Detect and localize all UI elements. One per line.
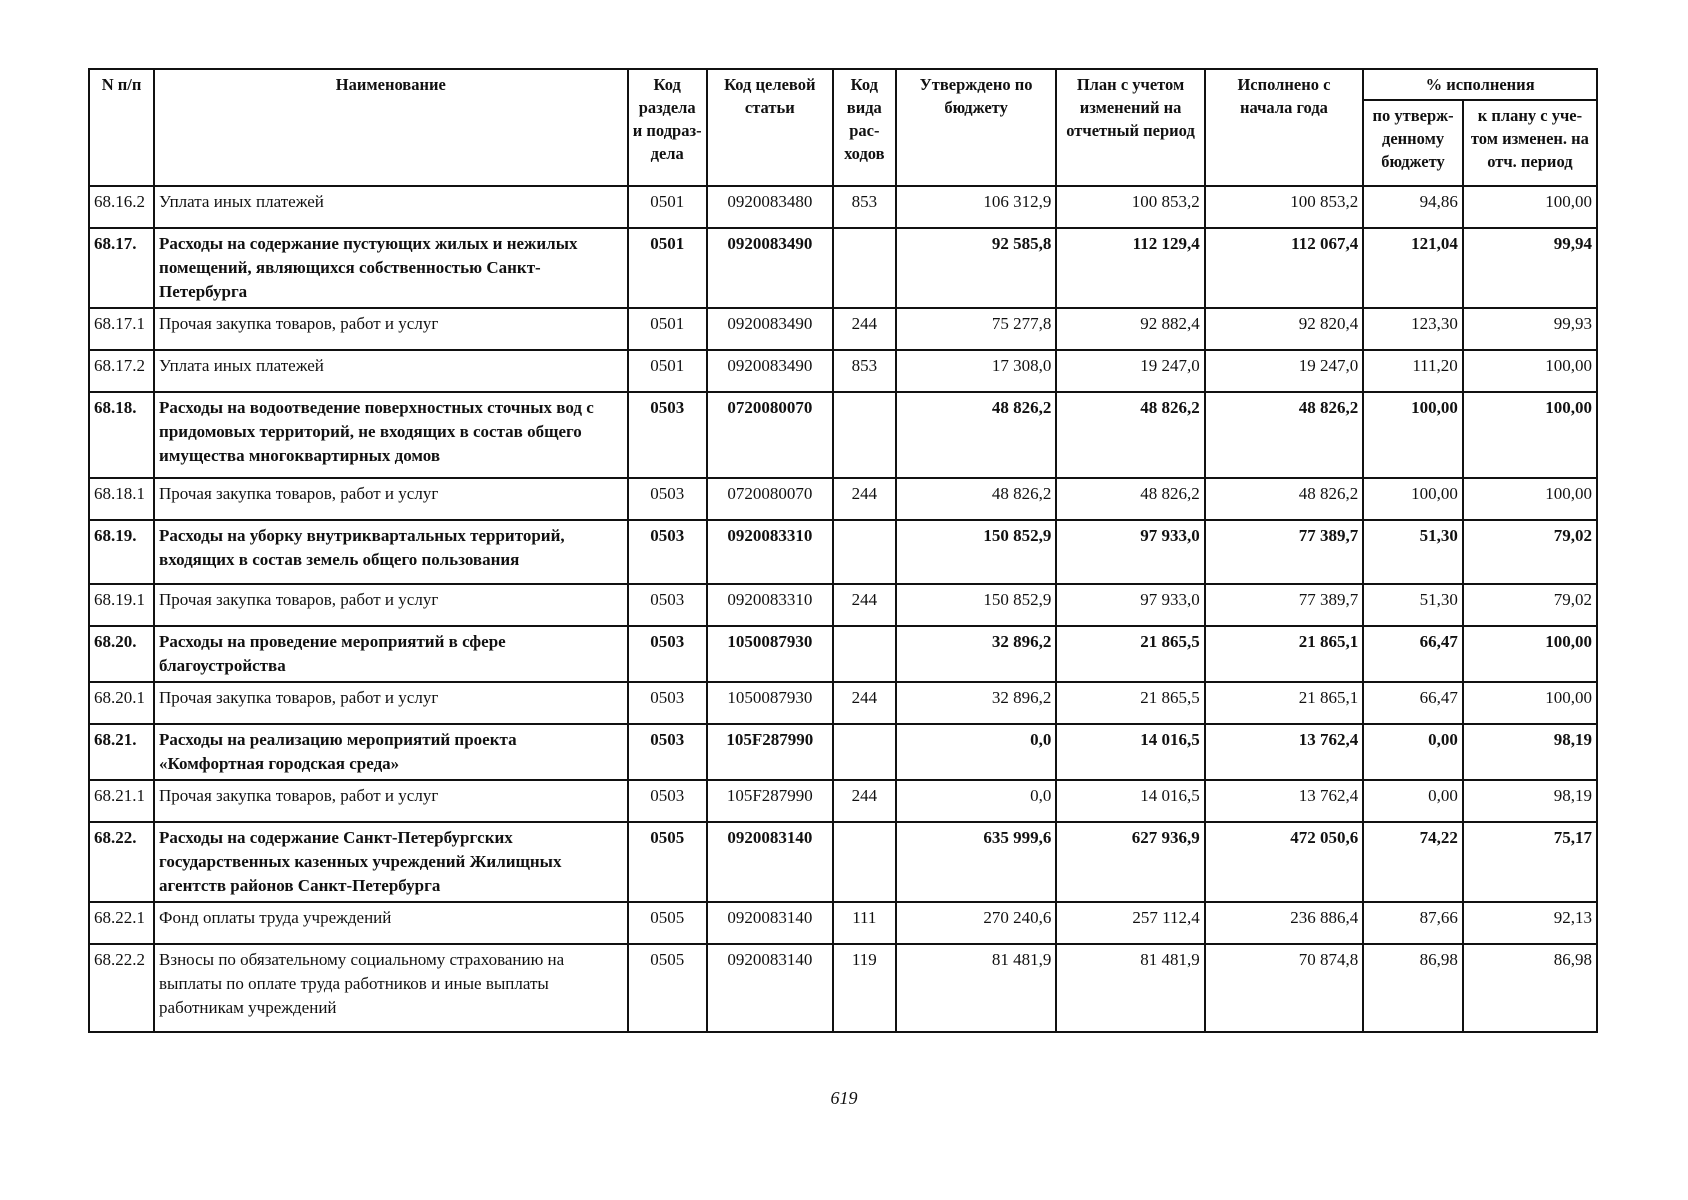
cell-pct-budget: 51,30	[1363, 520, 1463, 584]
cell-pct-plan: 100,00	[1463, 392, 1597, 478]
cell-pct-budget: 100,00	[1363, 392, 1463, 478]
cell-section-code: 0505	[628, 944, 707, 1032]
cell-section-code: 0503	[628, 780, 707, 822]
cell-target-code: 105F287990	[707, 724, 833, 780]
cell-target-code: 0720080070	[707, 392, 833, 478]
cell-pct-plan: 75,17	[1463, 822, 1597, 902]
cell-pct-budget: 74,22	[1363, 822, 1463, 902]
cell-expense-type: 853	[833, 350, 896, 392]
cell-approved: 150 852,9	[896, 584, 1057, 626]
table-row	[89, 308, 1597, 350]
cell-plan: 257 112,4	[1056, 902, 1204, 944]
cell-expense-type	[833, 228, 896, 308]
cell-target-code: 0920083480	[707, 186, 833, 228]
cell-plan: 48 826,2	[1056, 478, 1204, 520]
cell-name: Прочая закупка товаров, работ и услуг	[154, 478, 628, 520]
cell-section-code: 0503	[628, 584, 707, 626]
cell-number: 68.17.2	[89, 350, 154, 392]
cell-approved: 92 585,8	[896, 228, 1057, 308]
cell-number: 68.22.	[89, 822, 154, 902]
cell-pct-plan: 92,13	[1463, 902, 1597, 944]
header-pct-plan: к плану с уче-том изменен. на отч. период	[1463, 100, 1597, 186]
cell-number: 68.20.	[89, 626, 154, 682]
cell-number: 68.18.	[89, 392, 154, 478]
cell-section-code: 0501	[628, 308, 707, 350]
cell-pct-plan: 86,98	[1463, 944, 1597, 1032]
header-pct-budget: по утверж-денному бюджету	[1363, 100, 1463, 186]
cell-plan: 627 936,9	[1056, 822, 1204, 902]
cell-approved: 81 481,9	[896, 944, 1057, 1032]
cell-name: Прочая закупка товаров, работ и услуг	[154, 682, 628, 724]
cell-pct-plan: 99,94	[1463, 228, 1597, 308]
cell-pct-plan: 79,02	[1463, 584, 1597, 626]
cell-name: Уплата иных платежей	[154, 350, 628, 392]
header-approved: Утверждено по бюджету	[896, 69, 1057, 186]
cell-number: 68.16.2	[89, 186, 154, 228]
table-row	[89, 724, 1597, 780]
cell-executed: 70 874,8	[1205, 944, 1364, 1032]
cell-pct-plan: 100,00	[1463, 626, 1597, 682]
header-number: N п/п	[89, 69, 154, 186]
cell-plan: 48 826,2	[1056, 392, 1204, 478]
cell-expense-type	[833, 392, 896, 478]
cell-expense-type	[833, 724, 896, 780]
cell-name: Расходы на водоотведение поверхностных сточных вод с придомовых территорий, не входящих в состав общего имущества многоквартирных домов	[154, 392, 628, 478]
table-body	[89, 186, 1597, 1032]
cell-expense-type	[833, 822, 896, 902]
cell-number: 68.18.1	[89, 478, 154, 520]
cell-expense-type: 119	[833, 944, 896, 1032]
cell-name: Расходы на реализацию мероприятий проекта «Комфортная городская среда»	[154, 724, 628, 780]
cell-approved: 270 240,6	[896, 902, 1057, 944]
cell-plan: 97 933,0	[1056, 520, 1204, 584]
cell-pct-plan: 100,00	[1463, 186, 1597, 228]
cell-pct-budget: 51,30	[1363, 584, 1463, 626]
cell-pct-budget: 94,86	[1363, 186, 1463, 228]
table-row	[89, 392, 1597, 478]
cell-plan: 21 865,5	[1056, 682, 1204, 724]
cell-name: Расходы на проведение мероприятий в сфере благоустройства	[154, 626, 628, 682]
cell-target-code: 1050087930	[707, 626, 833, 682]
header-pct-group: % исполнения	[1363, 69, 1597, 100]
cell-executed: 92 820,4	[1205, 308, 1364, 350]
cell-section-code: 0501	[628, 228, 707, 308]
cell-expense-type: 111	[833, 902, 896, 944]
cell-target-code: 0920083140	[707, 822, 833, 902]
cell-pct-plan: 79,02	[1463, 520, 1597, 584]
cell-executed: 21 865,1	[1205, 682, 1364, 724]
cell-name: Фонд оплаты труда учреждений	[154, 902, 628, 944]
cell-section-code: 0505	[628, 902, 707, 944]
cell-number: 68.17.1	[89, 308, 154, 350]
cell-approved: 17 308,0	[896, 350, 1057, 392]
cell-approved: 75 277,8	[896, 308, 1057, 350]
cell-plan: 14 016,5	[1056, 780, 1204, 822]
cell-section-code: 0503	[628, 682, 707, 724]
cell-expense-type: 244	[833, 584, 896, 626]
cell-plan: 14 016,5	[1056, 724, 1204, 780]
cell-approved: 106 312,9	[896, 186, 1057, 228]
cell-number: 68.20.1	[89, 682, 154, 724]
cell-approved: 0,0	[896, 724, 1057, 780]
cell-expense-type: 244	[833, 308, 896, 350]
cell-expense-type	[833, 626, 896, 682]
cell-executed: 77 389,7	[1205, 584, 1364, 626]
cell-pct-budget: 66,47	[1363, 626, 1463, 682]
cell-expense-type: 244	[833, 478, 896, 520]
cell-name: Расходы на содержание пустующих жилых и нежилых помещений, являющихся собственностью Санкт-Петербурга	[154, 228, 628, 308]
cell-number: 68.22.1	[89, 902, 154, 944]
cell-target-code: 0920083490	[707, 228, 833, 308]
cell-pct-budget: 123,30	[1363, 308, 1463, 350]
cell-target-code: 1050087930	[707, 682, 833, 724]
cell-pct-plan: 100,00	[1463, 478, 1597, 520]
cell-name: Прочая закупка товаров, работ и услуг	[154, 308, 628, 350]
cell-name: Прочая закупка товаров, работ и услуг	[154, 780, 628, 822]
table-row	[89, 186, 1597, 228]
cell-executed: 48 826,2	[1205, 392, 1364, 478]
cell-expense-type: 244	[833, 780, 896, 822]
cell-pct-plan: 98,19	[1463, 724, 1597, 780]
cell-executed: 236 886,4	[1205, 902, 1364, 944]
header-expense-type: Код вида рас-ходов	[833, 69, 896, 186]
cell-approved: 32 896,2	[896, 626, 1057, 682]
cell-executed: 48 826,2	[1205, 478, 1364, 520]
cell-section-code: 0503	[628, 724, 707, 780]
cell-plan: 81 481,9	[1056, 944, 1204, 1032]
cell-executed: 100 853,2	[1205, 186, 1364, 228]
cell-section-code: 0501	[628, 350, 707, 392]
header-section-code: Код раздела и подраз-дела	[628, 69, 707, 186]
cell-target-code: 0920083140	[707, 902, 833, 944]
cell-executed: 19 247,0	[1205, 350, 1364, 392]
budget-execution-table	[88, 68, 1598, 1033]
cell-approved: 150 852,9	[896, 520, 1057, 584]
cell-pct-budget: 0,00	[1363, 724, 1463, 780]
cell-approved: 32 896,2	[896, 682, 1057, 724]
cell-pct-plan: 98,19	[1463, 780, 1597, 822]
cell-pct-plan: 100,00	[1463, 350, 1597, 392]
cell-section-code: 0505	[628, 822, 707, 902]
cell-approved: 48 826,2	[896, 392, 1057, 478]
cell-plan: 21 865,5	[1056, 626, 1204, 682]
cell-target-code: 0920083310	[707, 520, 833, 584]
header-plan: План с учетом изменений на отчетный период	[1056, 69, 1204, 186]
table-row	[89, 584, 1597, 626]
cell-plan: 97 933,0	[1056, 584, 1204, 626]
table-row	[89, 626, 1597, 682]
cell-target-code: 105F287990	[707, 780, 833, 822]
cell-executed: 21 865,1	[1205, 626, 1364, 682]
cell-expense-type	[833, 520, 896, 584]
cell-number: 68.22.2	[89, 944, 154, 1032]
cell-number: 68.17.	[89, 228, 154, 308]
cell-section-code: 0503	[628, 626, 707, 682]
table-row	[89, 228, 1597, 308]
cell-name: Расходы на содержание Санкт-Петербургских государственных казенных учреждений Жилищных агентств районов Санкт-Петербурга	[154, 822, 628, 902]
cell-approved: 0,0	[896, 780, 1057, 822]
cell-plan: 100 853,2	[1056, 186, 1204, 228]
table-row	[89, 944, 1597, 1032]
cell-pct-budget: 86,98	[1363, 944, 1463, 1032]
cell-section-code: 0503	[628, 478, 707, 520]
table-row	[89, 520, 1597, 584]
cell-executed: 472 050,6	[1205, 822, 1364, 902]
cell-pct-plan: 99,93	[1463, 308, 1597, 350]
cell-plan: 92 882,4	[1056, 308, 1204, 350]
cell-section-code: 0503	[628, 392, 707, 478]
cell-executed: 13 762,4	[1205, 724, 1364, 780]
cell-pct-budget: 121,04	[1363, 228, 1463, 308]
cell-executed: 13 762,4	[1205, 780, 1364, 822]
cell-target-code: 0920083490	[707, 350, 833, 392]
cell-section-code: 0503	[628, 520, 707, 584]
header-target-code: Код целевой статьи	[707, 69, 833, 186]
cell-plan: 19 247,0	[1056, 350, 1204, 392]
cell-pct-budget: 87,66	[1363, 902, 1463, 944]
table-row	[89, 350, 1597, 392]
table-row	[89, 902, 1597, 944]
cell-pct-budget: 100,00	[1363, 478, 1463, 520]
cell-pct-plan: 100,00	[1463, 682, 1597, 724]
cell-section-code: 0501	[628, 186, 707, 228]
cell-executed: 112 067,4	[1205, 228, 1364, 308]
cell-name: Расходы на уборку внутриквартальных территорий, входящих в состав земель общего пользования	[154, 520, 628, 584]
cell-pct-budget: 0,00	[1363, 780, 1463, 822]
page-number: 619	[830, 1088, 858, 1108]
header-executed: Исполнено с начала года	[1205, 69, 1364, 186]
cell-name: Уплата иных платежей	[154, 186, 628, 228]
cell-name: Прочая закупка товаров, работ и услуг	[154, 584, 628, 626]
table-row	[89, 478, 1597, 520]
cell-target-code: 0920083490	[707, 308, 833, 350]
cell-pct-budget: 111,20	[1363, 350, 1463, 392]
cell-name: Взносы по обязательному социальному страхованию на выплаты по оплате труда работников и иные выплаты работникам учреждений	[154, 944, 628, 1032]
cell-number: 68.21.1	[89, 780, 154, 822]
table-row	[89, 682, 1597, 724]
cell-executed: 77 389,7	[1205, 520, 1364, 584]
cell-approved: 48 826,2	[896, 478, 1057, 520]
cell-target-code: 0720080070	[707, 478, 833, 520]
table-row	[89, 780, 1597, 822]
cell-plan: 112 129,4	[1056, 228, 1204, 308]
cell-number: 68.21.	[89, 724, 154, 780]
table-row	[89, 822, 1597, 902]
cell-number: 68.19.1	[89, 584, 154, 626]
cell-target-code: 0920083140	[707, 944, 833, 1032]
cell-number: 68.19.	[89, 520, 154, 584]
cell-pct-budget: 66,47	[1363, 682, 1463, 724]
cell-expense-type: 244	[833, 682, 896, 724]
cell-target-code: 0920083310	[707, 584, 833, 626]
cell-expense-type: 853	[833, 186, 896, 228]
header-name: Наименование	[154, 69, 628, 186]
cell-approved: 635 999,6	[896, 822, 1057, 902]
